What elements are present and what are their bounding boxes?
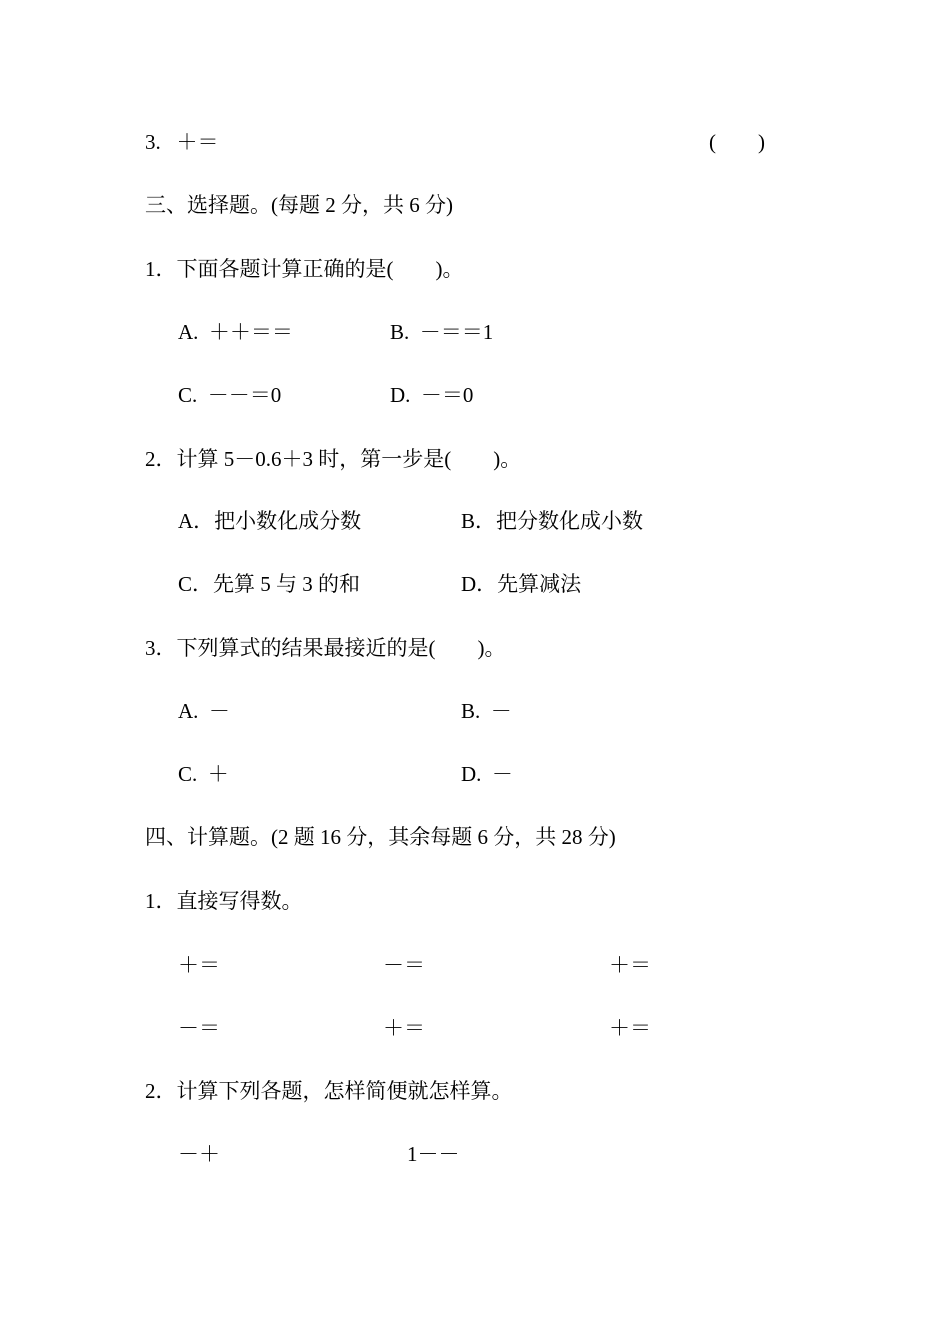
choice-q1-option-c[interactable]: C. －－＝0 (178, 383, 282, 407)
judge-q3-answer-bracket[interactable]: ( ) (709, 130, 765, 154)
choice-q1-stem: 1．下面各题计算正确的是( )。 (145, 257, 464, 281)
calc-q1-expr-3: ＋＝ (609, 953, 651, 977)
calc-q2-expr-2: 1－－ (407, 1142, 460, 1166)
calc-q1-expr-5: ＋＝ (383, 1016, 425, 1040)
choice-q2-option-d[interactable]: D．先算减法 (461, 572, 582, 596)
choice-q2-stem: 2．计算 5－0.6＋3 时，第一步是( )。 (145, 447, 522, 471)
calc-q2-expr-1: －＋ (178, 1142, 220, 1166)
section4-heading: 四、计算题。(2 题 16 分，其余每题 6 分，共 28 分) (145, 825, 616, 849)
choice-q3-option-b[interactable]: B. － (461, 699, 512, 723)
choice-q3-option-d[interactable]: D. － (461, 762, 513, 786)
choice-q2-option-a[interactable]: A．把小数化成分数 (178, 509, 362, 533)
choice-q1-option-a[interactable]: A. ＋＋＝＝ (178, 320, 293, 344)
calc-q1-expr-2: －＝ (383, 953, 425, 977)
calc-q1-expr-1: ＋＝ (178, 953, 220, 977)
calc-q1-expr-4: －＝ (178, 1016, 220, 1040)
calc-q2-stem: 2．计算下列各题，怎样简便就怎样算。 (145, 1079, 513, 1103)
choice-q1-option-d[interactable]: D. －＝0 (390, 383, 474, 407)
choice-q3-option-a[interactable]: A. － (178, 699, 230, 723)
choice-q2-option-c[interactable]: C．先算 5 与 3 的和 (178, 572, 361, 596)
choice-q3-option-c[interactable]: C. ＋ (178, 762, 229, 786)
calc-q1-stem: 1．直接写得数。 (145, 889, 303, 913)
choice-q1-option-b[interactable]: B. －＝＝1 (390, 320, 494, 344)
choice-q2-option-b[interactable]: B．把分数化成小数 (461, 509, 644, 533)
section3-heading: 三、选择题。(每题 2 分，共 6 分) (145, 193, 453, 217)
judge-q3-text: 3. ＋＝ (145, 130, 219, 154)
calc-q1-expr-6: ＋＝ (609, 1016, 651, 1040)
choice-q3-stem: 3．下列算式的结果最接近的是( )。 (145, 636, 506, 660)
